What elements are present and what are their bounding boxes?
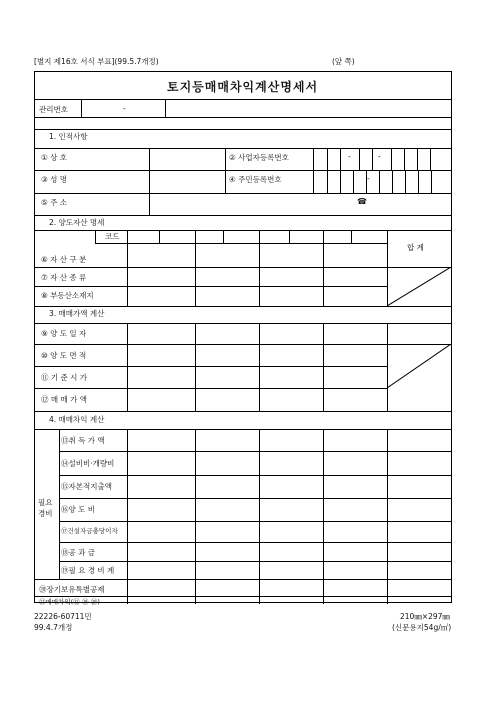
- resident-no-dash: -: [367, 174, 370, 183]
- facility-cost-label: ⑭설비비·개량비: [61, 459, 115, 468]
- sec1-heading: 1. 인적사항: [49, 132, 88, 141]
- biz-reg-dash-2: -: [378, 152, 381, 161]
- business-name-label: ① 상 호: [41, 153, 67, 162]
- asset-type-label: ⑦ 자 산 종 류: [41, 273, 87, 282]
- biz-reg-label: ② 사업자등록번호: [229, 153, 289, 162]
- capital-expenditure-label: ⑮자본적지출액: [61, 482, 112, 491]
- total-expenses-label: ⑲필 요 경 비 계: [61, 566, 115, 575]
- trading-profit-label: ㉑매매차익(⑫-⑲-⑳): [39, 598, 100, 606]
- asset-category-label: ⑥ 자 산 구 분: [41, 255, 87, 264]
- footer-code: 22226-60711민: [34, 612, 92, 621]
- taxes-dues-label: ⑱공 과 금: [61, 548, 96, 557]
- transfer-area-label: ⑩ 양 도 면 적: [41, 351, 87, 360]
- acquisition-price-label: ⑬취 득 가 액: [61, 436, 105, 445]
- form-number: [별지 제16호 서식 부표](99.5.7개정): [34, 57, 159, 66]
- sec3-diagonal: [387, 344, 451, 388]
- phone-icon: ☎: [357, 197, 367, 206]
- total-diagonal: [387, 267, 451, 306]
- total-label: 합 계: [407, 243, 424, 252]
- address-label: ⑤ 주 소: [41, 198, 67, 207]
- transfer-cost-label: ⑯양 도 비: [61, 505, 96, 514]
- resident-no-label: ④ 주민등록번호: [229, 175, 282, 184]
- page-side: (앞 쪽): [332, 57, 355, 66]
- standard-price-label: ⑪ 기 준 시 가: [41, 373, 88, 382]
- expense-group-label-1: 필요: [38, 498, 53, 507]
- sec3-heading: 3. 매매가액 계산: [49, 309, 105, 318]
- mgmt-no-sep: -: [123, 104, 126, 113]
- code-label: 코드: [105, 232, 120, 241]
- sale-price-label: ⑫ 매 매 가 액: [41, 395, 88, 404]
- footer-size: 210㎜×297㎜: [400, 612, 450, 621]
- expense-group-label-2: 경비: [38, 509, 53, 518]
- property-location-label: ⑧ 부동산소재지: [41, 291, 94, 300]
- transfer-date-label: ⑨ 양 도 일 자: [41, 329, 87, 338]
- mgmt-no-label: 관리번호: [39, 105, 68, 114]
- form-title: 토지등매매차익계산명세서: [167, 80, 319, 94]
- statement-form: [34, 71, 452, 606]
- footer-paper: (신문용지54g/㎡): [392, 623, 452, 632]
- representative-label: ③ 성 명: [41, 175, 67, 184]
- sec2-heading: 2. 양도자산 명세: [49, 218, 105, 227]
- biz-reg-dash-1: -: [348, 152, 351, 161]
- long-term-deduction-label: ⑳장기보유특별공제: [39, 585, 105, 594]
- construction-interest-label: ⑰건설자금충당이자: [61, 527, 118, 535]
- sec4-heading: 4. 매매차익 계산: [49, 415, 105, 424]
- footer-date: 99.4.7개정: [34, 623, 73, 632]
